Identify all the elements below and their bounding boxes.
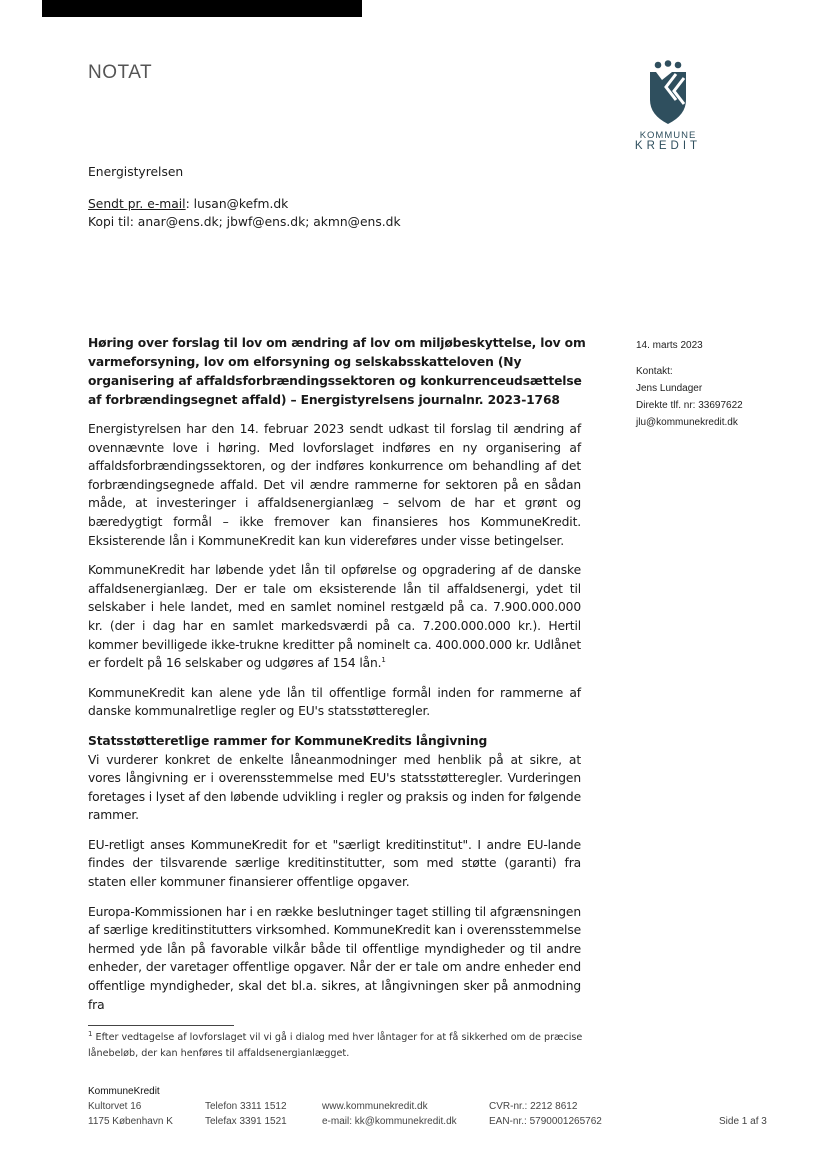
paragraph-5: EU-retligt anses KommuneKredit for et "særligt kreditinstitut". I andre EU-lande findes der tilsvarende særlige kreditinstitutter, som med støtte (garanti) fra staten eller kommuner finansierer offentlige opgaver.: [88, 837, 581, 890]
doc-type: NOTAT: [88, 62, 153, 83]
footer-street: Kultorvet 16: [88, 1101, 142, 1113]
paragraph-1: Energistyrelsen har den 14. februar 2023 sendt udkast til forslag til ændring af ovennævnte love i høring. Med lovforslaget indføres en ny organisering af affaldsforbrændingssektoren, og der indføres konkurrence om behandling af det forbrændingsegnede affald. Det vil ændre rammerne for sektoren på en sådan måde, at investeringer i affaldsenergianlæg – selvom de har et grønt og bæredygtigt formål – ikke fremover kan finansieres hos KommuneKredit. Eksisterende lån i KommuneKredit kan kun videreføres under visse betingelser.: [88, 422, 581, 548]
sent-to-email[interactable]: : lusan@kefm.dk: [185, 197, 289, 211]
footer-fax: Telefax 3391 1521: [205, 1116, 287, 1128]
copy-line: Kopi til: anar@ens.dk; jbwf@ens.dk; akmn@ens.dk: [88, 215, 401, 229]
paragraph-2: [88, 561, 581, 673]
paragraph-2-text: KommuneKredit har løbende ydet lån til opførelse og opgradering af de danske affaldsenergianlæg. Der er tale om eksisterende lån til affaldsenergi, ydet til selskaber i hele landet, med en samlet nominel restgæld på ca. 7.900.000.000 kr. (der i dag har en samlet markedsværdi på ca. 7.200.000.000 kr.). Hertil kommer bevilligede ikke-trukne kreditter på nominelt ca. 400.000.000 kr. Udlånet er fordelt på 16 selskaber og udgøres af 154 lån.: [88, 563, 581, 671]
footer-company: KommuneKredit: [88, 1086, 160, 1098]
footer-phone: Telefon 3311 1512: [205, 1101, 287, 1113]
logo-text-kommune: KOMMUNE: [639, 130, 697, 141]
contact-phone: Direkte tlf. nr: 33697622: [636, 400, 743, 411]
footnote-text: Efter vedtagelse af lovforslaget vil vi gå i dialog med hver låntager for at få sikkerhed om de præcise lånebeløb, der kan henføres til affaldsenergianlægget.: [88, 1032, 583, 1060]
footer-city: 1175 København K: [88, 1116, 173, 1128]
footer-ean: EAN-nr.: 5790001265762: [489, 1116, 602, 1128]
sent-label: Sendt pr. e-mail: [88, 197, 186, 211]
footer-web-block: [322, 1099, 489, 1129]
footer-phone-block: [205, 1099, 322, 1129]
logo-shield-icon: [646, 60, 690, 126]
footnote-divider: [88, 1025, 234, 1026]
footnote-number: 1: [88, 1030, 93, 1039]
recipient: Energistyrelsen: [88, 165, 184, 179]
footer-website-link[interactable]: www.kommunekredit.dk: [322, 1101, 428, 1113]
footnote-ref: 1: [381, 656, 386, 665]
contact-label: Kontakt:: [636, 366, 673, 377]
memo-body: [88, 334, 788, 1129]
sent-line: [88, 195, 288, 214]
footer-cvr: CVR-nr.: 2212 8612: [489, 1101, 578, 1113]
logo-text-kredit: KREDIT: [634, 140, 702, 152]
contact-email[interactable]: jlu@kommunekredit.dk: [636, 417, 738, 428]
footer-email-link[interactable]: e-mail: kk@kommunekredit.dk: [322, 1116, 457, 1128]
page-footer: [88, 1084, 778, 1129]
contact-name: Jens Lundager: [636, 383, 703, 394]
paragraph-6: Europa-Kommissionen har i en række beslutninger taget stilling til afgrænsningen af særlige kreditinstitutters virksomhed. KommuneKredit kan i overensstemmelse hermed yde lån på favorable vilkår både til offentlige myndigheder og til andre enheder, der varetager offentlige opgaver. Når der er tale om andre enheder end offentlige myndigheder, skal det bl.a. sikres, at långivningen sker på anmodning fra: [88, 904, 581, 1012]
paragraph-4: Vi vurderer konkret de enkelte låneanmodninger med henblik på at sikre, at vores långivning er i overensstemmelse med EU's statsstøtteregler. Vurderingen foretages i lyset af den løbende udvikling i regler og praksis og inden for følgende rammer.: [88, 752, 581, 823]
page-number: Side 1 af 3: [719, 1116, 767, 1128]
date: 14. marts 2023: [636, 340, 703, 351]
section-heading: Statsstøtteretlige rammer for KommuneKredits långivning: [88, 733, 488, 748]
paragraph-3: KommuneKredit kan alene yde lån til offentlige formål inden for rammerne af danske kommunalretlige regler og EU's statsstøtteregler.: [88, 685, 581, 719]
footnote: [88, 1030, 608, 1062]
kommunekredit-logo: [628, 60, 708, 152]
memo-title: Høring over forslag til lov om ændring af lov om miljøbeskyttelse, lov om varmeforsyning, lov om elforsyning og selskabsskatteloven (Ny organisering af affaldsforbrændingssektoren og konkurrenceudsættelse af forbrændingsegnet affald) – Energistyrelsens journalnr. 2023-1768: [88, 336, 586, 407]
redaction-bar: [42, 0, 362, 17]
footer-registration-block: [489, 1099, 719, 1129]
footer-address: [88, 1099, 205, 1129]
footer-row: [88, 1099, 778, 1129]
